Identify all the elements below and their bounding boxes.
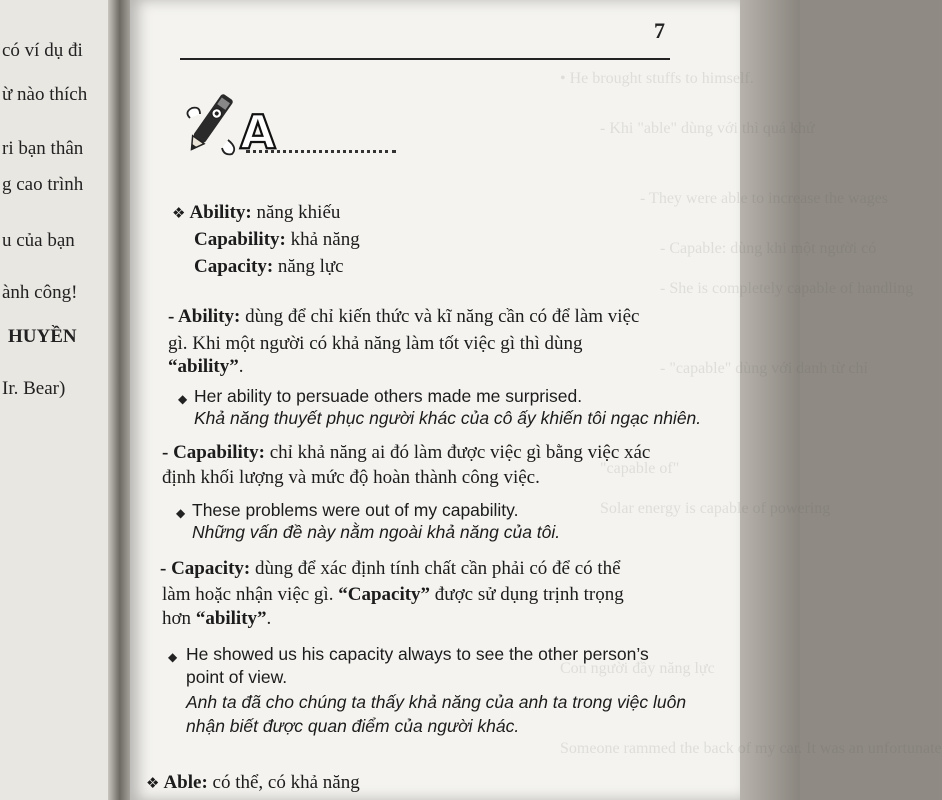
- capability-example-en: These problems were out of my capability.: [192, 500, 519, 520]
- ability-definition-line: - Ability: dùng để chỉ kiến thức và kĩ năng cần có để làm việc: [168, 306, 640, 327]
- capacity-example-en: He showed us his capacity always to see the other person’s: [186, 644, 649, 664]
- dotted-divider: [246, 150, 396, 153]
- left-line: ri bạn thân: [2, 138, 84, 159]
- small-diamond-icon: ◆: [176, 506, 186, 520]
- left-page: [0, 0, 122, 800]
- header-rule: [180, 58, 670, 60]
- capacity-example-vi: nhận biết được quan điểm của người khác.: [186, 716, 520, 736]
- small-diamond-icon: ◆: [178, 392, 188, 406]
- capacity-example-vi: Anh ta đã cho chúng ta thấy khả năng của anh ta trong việc luôn: [186, 692, 687, 712]
- left-line: ừ nào thích: [2, 84, 88, 105]
- left-line: u của bạn: [2, 230, 75, 251]
- small-diamond-icon: ◆: [168, 650, 178, 664]
- left-line: có ví dụ đi: [2, 40, 83, 61]
- ability-definition-line: gì. Khi một người có khả năng làm tốt việc gì thì dùng: [168, 333, 583, 354]
- left-line: g cao trình: [2, 174, 84, 195]
- ability-definition-line: “ability”.: [168, 356, 244, 377]
- section-letter: A: [240, 105, 276, 159]
- capacity-definition-line: hơn “ability”.: [162, 608, 272, 629]
- page-number: 7: [654, 18, 665, 43]
- left-line: HUYỀN: [8, 326, 77, 347]
- left-line: Ir. Bear): [2, 378, 66, 399]
- capacity-definition-line: làm hoặc nhận việc gì. “Capacity” được sử dụng trịnh trọng: [162, 584, 624, 605]
- ability-example-en: Her ability to persuade others made me surprised.: [194, 386, 583, 406]
- capability-example-vi: Những vấn đề này nằm ngoài khả năng của tôi.: [192, 522, 561, 542]
- entry-capacity: Capacity: năng lực: [194, 256, 344, 277]
- left-line: ành công!: [2, 282, 78, 303]
- capacity-example-en: point of view.: [186, 667, 288, 687]
- capability-definition-line: định khối lượng và mức độ hoàn thành công việc.: [162, 467, 540, 488]
- capability-definition-line: - Capability: chỉ khả năng ai đó làm được việc gì bằng việc xác: [162, 442, 651, 463]
- diamond-bullet-icon: ❖: [172, 204, 186, 222]
- capacity-definition-line: - Capacity: dùng để xác định tính chất cần phải có để có thể: [160, 558, 621, 579]
- ability-example-vi: Khả năng thuyết phục người khác của cô ấy khiến tôi ngạc nhiên.: [194, 408, 702, 428]
- entry-able: ❖ Able: có thể, có khả năng: [146, 772, 360, 793]
- pen-mascot-icon: [180, 88, 280, 168]
- entry-ability: ❖ Ability: năng khiếu: [172, 202, 341, 223]
- diamond-bullet-icon: ❖: [146, 774, 160, 792]
- entry-capability: Capability: khả năng: [194, 229, 360, 250]
